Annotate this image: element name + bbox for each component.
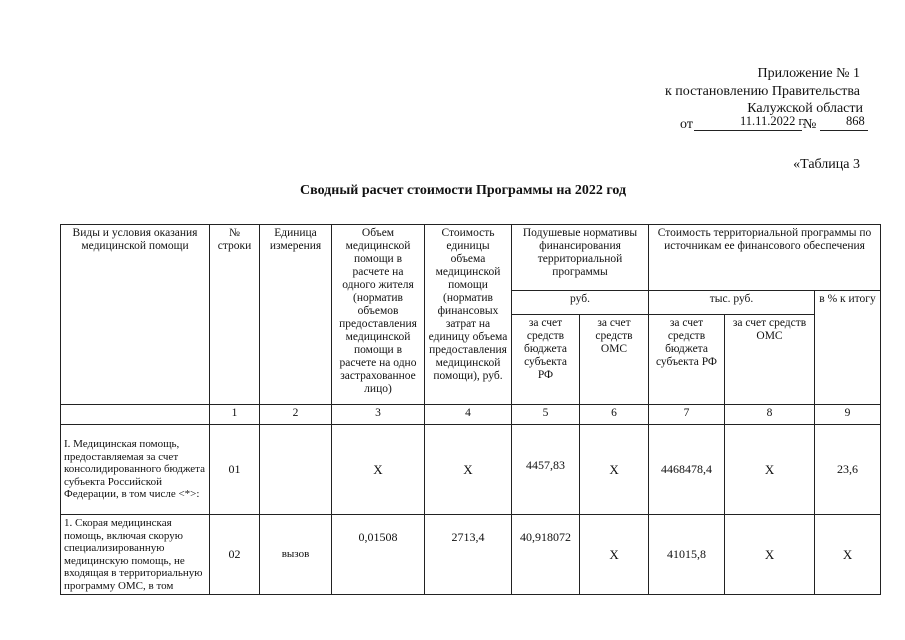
row-unit: вызов <box>260 515 332 595</box>
table-row <box>61 515 881 595</box>
document-date: 11.11.2022 г. <box>740 114 806 128</box>
column-number: 2 <box>260 405 332 425</box>
header-volume: Объем медицинской помощи в расчете на одного жителя (норматив объемов предоставления медицинской помощи в расчете на одно застрахованное лицо) <box>332 225 425 405</box>
appendix-title: Приложение № 1 <box>757 66 860 81</box>
header-row-number: № строки <box>210 225 260 405</box>
row-oms-thous: X <box>725 515 815 595</box>
column-number: 1 <box>210 405 260 425</box>
row-budget-rub: 4457,83 <box>512 425 580 515</box>
header-rub: руб. <box>512 291 649 315</box>
row-volume: X <box>332 425 425 515</box>
column-number: 8 <box>725 405 815 425</box>
header-budget-thous: за счет средств бюджета субъекта РФ <box>649 315 725 405</box>
row-oms-rub: X <box>580 515 649 595</box>
column-number: 9 <box>815 405 881 425</box>
cost-table <box>60 224 881 595</box>
header-oms-thous: за счет средств ОМС <box>725 315 815 405</box>
header-oms-rub: за счет средств ОМС <box>580 315 649 405</box>
column-number: 3 <box>332 405 425 425</box>
column-number-row <box>61 405 881 425</box>
table-caption: «Таблица 3 <box>793 157 860 172</box>
row-number: 01 <box>210 425 260 515</box>
row-budget-thous: 4468478,4 <box>649 425 725 515</box>
row-label: I. Медицинская помощь, предоставляемая за счет консолидированного бюджета субъекта Российской Федерации, в том числе <*>: <box>61 425 210 515</box>
row-budget-thous: 41015,8 <box>649 515 725 595</box>
column-number: 5 <box>512 405 580 425</box>
row-percent: X <box>815 515 881 595</box>
row-volume: 0,01508 <box>332 515 425 595</box>
row-oms-rub: X <box>580 425 649 515</box>
header-budget-rub: за счет средств бюджета субъекта РФ <box>512 315 580 405</box>
row-unit <box>260 425 332 515</box>
header-percent: в % к итогу <box>815 291 881 405</box>
region-line: Калужской области <box>747 101 863 116</box>
table-row <box>61 425 881 515</box>
row-number: 02 <box>210 515 260 595</box>
header-unit: Единица измерения <box>260 225 332 405</box>
row-cost: 2713,4 <box>425 515 512 595</box>
column-number: 4 <box>425 405 512 425</box>
header-kinds: Виды и условия оказания медицинской помощи <box>61 225 210 405</box>
header-territorial: Стоимость территориальной программы по источникам ее финансового обеспечения <box>649 225 881 291</box>
date-label: от <box>680 117 693 132</box>
column-number-blank <box>61 405 210 425</box>
column-number: 7 <box>649 405 725 425</box>
row-cost: X <box>425 425 512 515</box>
row-budget-rub: 40,918072 <box>512 515 580 595</box>
row-label: 1. Скорая медицинская помощь, включая скорую специализированную медицинскую помощь, не входящая в территориальную программу ОМС, в том <box>61 515 210 595</box>
document-number: 868 <box>846 114 865 128</box>
row-oms-thous: X <box>725 425 815 515</box>
header-per-capita: Подушевые нормативы финансирования территориальной программы <box>512 225 649 291</box>
row-percent: 23,6 <box>815 425 881 515</box>
header-thous-rub: тыс. руб. <box>649 291 815 315</box>
resolution-line: к постановлению Правительства <box>664 84 860 99</box>
number-label: № <box>803 117 817 132</box>
header-cost: Стоимость единицы объема медицинской помощи (норматив финансовых затрат на единицу объема предоставления медицинской помощи), руб. <box>425 225 512 405</box>
column-number: 6 <box>580 405 649 425</box>
document-title: Сводный расчет стоимости Программы на 2022 год <box>300 183 627 198</box>
